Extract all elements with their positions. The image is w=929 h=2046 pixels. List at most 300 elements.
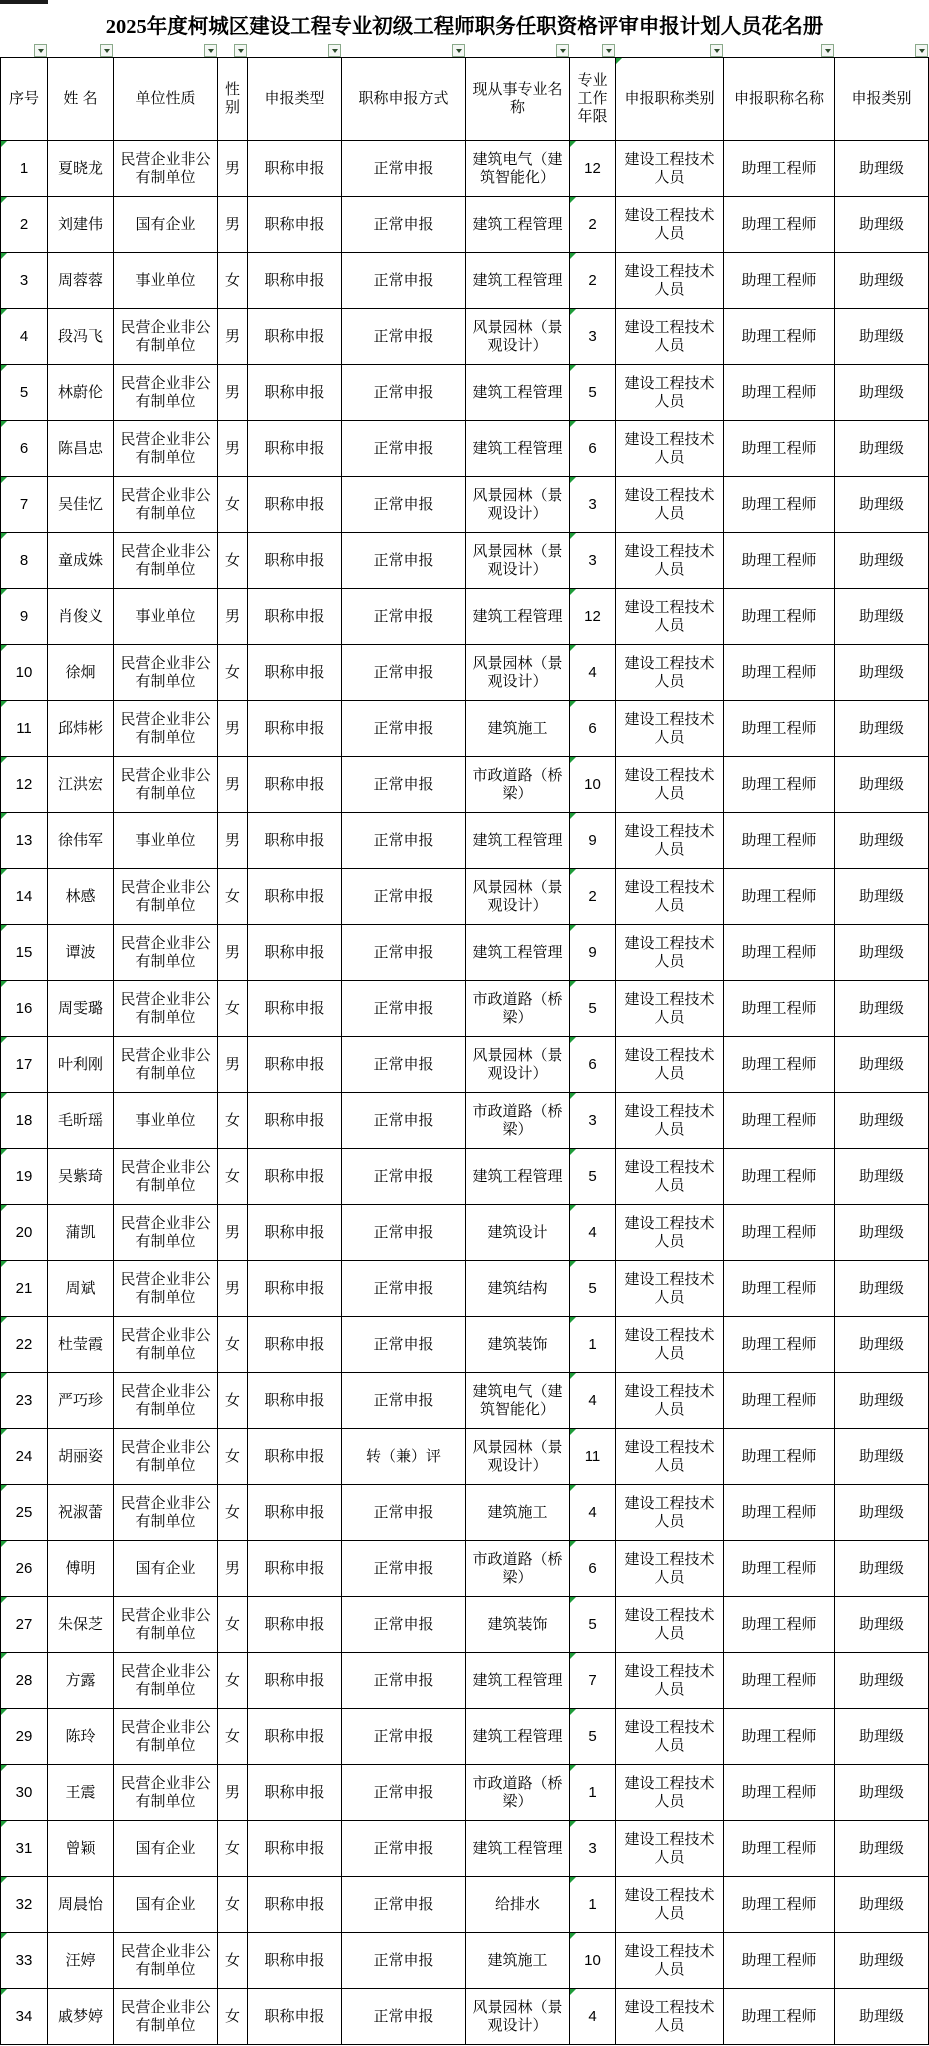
cell-work-years: 4 xyxy=(570,1373,616,1429)
cell-name: 叶利刚 xyxy=(48,1037,114,1093)
cell-title-name: 助理工程师 xyxy=(724,925,835,981)
header-application-type: 申报类型 xyxy=(248,57,342,141)
cell-unit-type: 国有企业 xyxy=(114,197,218,253)
cell-current-specialty: 市政道路（桥梁） xyxy=(466,757,570,813)
cell-application-type: 职称申报 xyxy=(248,421,342,477)
cell-serial-number: 13 xyxy=(0,813,48,869)
filter-button-serial-number[interactable] xyxy=(34,44,47,57)
cell-title-category: 建设工程技术人员 xyxy=(616,253,724,309)
filter-cell xyxy=(218,43,248,57)
sheet-title: 2025年度柯城区建设工程专业初级工程师职务任职资格评审申报计划人员花名册 xyxy=(105,16,824,38)
cell-work-years: 6 xyxy=(570,421,616,477)
cell-gender: 女 xyxy=(218,1877,248,1933)
cell-name: 朱保芝 xyxy=(48,1597,114,1653)
cell-title-name: 助理工程师 xyxy=(724,1037,835,1093)
cell-title-category: 建设工程技术人员 xyxy=(616,1429,724,1485)
cell-name: 林感 xyxy=(48,869,114,925)
cell-title-category: 建设工程技术人员 xyxy=(616,1765,724,1821)
cell-name: 严巧珍 xyxy=(48,1373,114,1429)
cell-title-name: 助理工程师 xyxy=(724,589,835,645)
cell-current-specialty: 给排水 xyxy=(466,1877,570,1933)
cell-application-type: 职称申报 xyxy=(248,1541,342,1597)
cell-title-category: 建设工程技术人员 xyxy=(616,1205,724,1261)
cell-gender: 女 xyxy=(218,1933,248,1989)
filter-button-work-years[interactable] xyxy=(602,44,615,57)
cell-work-years: 3 xyxy=(570,477,616,533)
cell-title-name: 助理工程师 xyxy=(724,701,835,757)
cell-application-level: 助理级 xyxy=(835,1317,929,1373)
cell-application-method: 正常申报 xyxy=(342,197,466,253)
cell-serial-number: 20 xyxy=(0,1205,48,1261)
cell-current-specialty: 市政道路（桥梁） xyxy=(466,1541,570,1597)
table-row xyxy=(0,701,929,757)
cell-gender: 女 xyxy=(218,1597,248,1653)
cell-name: 邱炜彬 xyxy=(48,701,114,757)
cell-serial-number: 5 xyxy=(0,365,48,421)
selection-marker xyxy=(0,0,48,4)
cell-gender: 女 xyxy=(218,533,248,589)
cell-gender: 男 xyxy=(218,589,248,645)
cell-serial-number: 1 xyxy=(0,141,48,197)
cell-unit-type: 民营企业非公有制单位 xyxy=(114,1149,218,1205)
filter-button-current-specialty[interactable] xyxy=(556,44,569,57)
cell-gender: 男 xyxy=(218,197,248,253)
cell-title-name: 助理工程师 xyxy=(724,813,835,869)
cell-name: 徐伟军 xyxy=(48,813,114,869)
filter-cell xyxy=(114,43,218,57)
cell-application-level: 助理级 xyxy=(835,1149,929,1205)
cell-name: 吴紫琦 xyxy=(48,1149,114,1205)
cell-title-name: 助理工程师 xyxy=(724,477,835,533)
cell-name: 傅明 xyxy=(48,1541,114,1597)
cell-application-type: 职称申报 xyxy=(248,1765,342,1821)
cell-current-specialty: 建筑工程管理 xyxy=(466,925,570,981)
cell-gender: 男 xyxy=(218,421,248,477)
cell-title-category: 建设工程技术人员 xyxy=(616,141,724,197)
dropdown-arrow-icon xyxy=(606,49,612,53)
cell-title-category: 建设工程技术人员 xyxy=(616,309,724,365)
cell-name: 周晨怡 xyxy=(48,1877,114,1933)
cell-title-category: 建设工程技术人员 xyxy=(616,1709,724,1765)
cell-application-type: 职称申报 xyxy=(248,309,342,365)
filter-cell xyxy=(48,43,114,57)
cell-application-level: 助理级 xyxy=(835,869,929,925)
header-work-years: 专业工作年限 xyxy=(570,57,616,141)
table-row xyxy=(0,1989,929,2045)
cell-title-category: 建设工程技术人员 xyxy=(616,1149,724,1205)
cell-application-level: 助理级 xyxy=(835,1877,929,1933)
cell-serial-number: 24 xyxy=(0,1429,48,1485)
cell-unit-type: 民营企业非公有制单位 xyxy=(114,1709,218,1765)
cell-application-method: 正常申报 xyxy=(342,1373,466,1429)
table-row xyxy=(0,925,929,981)
cell-title-category: 建设工程技术人员 xyxy=(616,533,724,589)
cell-current-specialty: 市政道路（桥梁） xyxy=(466,981,570,1037)
cell-name: 陈昌忠 xyxy=(48,421,114,477)
cell-unit-type: 事业单位 xyxy=(114,813,218,869)
table-row xyxy=(0,421,929,477)
cell-unit-type: 民营企业非公有制单位 xyxy=(114,1485,218,1541)
cell-application-method: 正常申报 xyxy=(342,1261,466,1317)
cell-name: 夏晓龙 xyxy=(48,141,114,197)
cell-application-level: 助理级 xyxy=(835,1037,929,1093)
cell-name: 江洪宏 xyxy=(48,757,114,813)
cell-application-method: 正常申报 xyxy=(342,813,466,869)
cell-application-method: 正常申报 xyxy=(342,253,466,309)
table-row xyxy=(0,869,929,925)
header-row xyxy=(0,57,929,141)
cell-current-specialty: 建筑工程管理 xyxy=(466,421,570,477)
cell-application-method: 正常申报 xyxy=(342,1037,466,1093)
cell-name: 周雯璐 xyxy=(48,981,114,1037)
cell-serial-number: 29 xyxy=(0,1709,48,1765)
cell-application-level: 助理级 xyxy=(835,813,929,869)
cell-serial-number: 25 xyxy=(0,1485,48,1541)
cell-title-category: 建设工程技术人员 xyxy=(616,477,724,533)
cell-name: 祝淑蕾 xyxy=(48,1485,114,1541)
filter-cell xyxy=(616,43,724,57)
cell-title-name: 助理工程师 xyxy=(724,1373,835,1429)
cell-work-years: 5 xyxy=(570,365,616,421)
cell-unit-type: 民营企业非公有制单位 xyxy=(114,925,218,981)
filter-cell xyxy=(0,43,48,57)
filter-cell xyxy=(724,43,835,57)
cell-work-years: 5 xyxy=(570,1709,616,1765)
cell-unit-type: 民营企业非公有制单位 xyxy=(114,1205,218,1261)
cell-title-name: 助理工程师 xyxy=(724,1541,835,1597)
cell-title-name: 助理工程师 xyxy=(724,421,835,477)
cell-title-category: 建设工程技术人员 xyxy=(616,1093,724,1149)
dropdown-arrow-icon xyxy=(714,49,720,53)
cell-application-level: 助理级 xyxy=(835,701,929,757)
cell-serial-number: 28 xyxy=(0,1653,48,1709)
cell-gender: 男 xyxy=(218,757,248,813)
cell-unit-type: 民营企业非公有制单位 xyxy=(114,1037,218,1093)
cell-application-method: 正常申报 xyxy=(342,141,466,197)
cell-application-type: 职称申报 xyxy=(248,477,342,533)
filter-button-unit-type[interactable] xyxy=(204,44,217,57)
filter-button-application-level[interactable] xyxy=(915,44,928,57)
cell-application-type: 职称申报 xyxy=(248,1485,342,1541)
cell-application-level: 助理级 xyxy=(835,421,929,477)
cell-application-method: 正常申报 xyxy=(342,869,466,925)
cell-work-years: 9 xyxy=(570,925,616,981)
cell-application-type: 职称申报 xyxy=(248,813,342,869)
cell-application-method: 正常申报 xyxy=(342,1597,466,1653)
cell-application-method: 正常申报 xyxy=(342,1933,466,1989)
cell-serial-number: 22 xyxy=(0,1317,48,1373)
cell-name: 林蔚伦 xyxy=(48,365,114,421)
cell-serial-number: 21 xyxy=(0,1261,48,1317)
table-row xyxy=(0,1709,929,1765)
cell-name: 蒲凯 xyxy=(48,1205,114,1261)
cell-current-specialty: 建筑电气（建筑智能化） xyxy=(466,141,570,197)
cell-current-specialty: 建筑施工 xyxy=(466,1485,570,1541)
cell-application-level: 助理级 xyxy=(835,1429,929,1485)
cell-current-specialty: 建筑设计 xyxy=(466,1205,570,1261)
cell-unit-type: 民营企业非公有制单位 xyxy=(114,1317,218,1373)
cell-application-method: 正常申报 xyxy=(342,421,466,477)
cell-serial-number: 2 xyxy=(0,197,48,253)
cell-application-level: 助理级 xyxy=(835,1653,929,1709)
cell-name: 徐炯 xyxy=(48,645,114,701)
cell-unit-type: 事业单位 xyxy=(114,1093,218,1149)
cell-application-method: 转（兼）评 xyxy=(342,1429,466,1485)
table-row xyxy=(0,1261,929,1317)
cell-name: 刘建伟 xyxy=(48,197,114,253)
cell-title-name: 助理工程师 xyxy=(724,981,835,1037)
cell-name: 肖俊义 xyxy=(48,589,114,645)
cell-work-years: 12 xyxy=(570,589,616,645)
cell-application-method: 正常申报 xyxy=(342,589,466,645)
cell-current-specialty: 建筑装饰 xyxy=(466,1597,570,1653)
cell-application-type: 职称申报 xyxy=(248,1933,342,1989)
table-row xyxy=(0,981,929,1037)
cell-work-years: 5 xyxy=(570,1261,616,1317)
dropdown-arrow-icon xyxy=(825,49,831,53)
cell-title-category: 建设工程技术人员 xyxy=(616,1485,724,1541)
cell-gender: 男 xyxy=(218,1205,248,1261)
cell-work-years: 1 xyxy=(570,1877,616,1933)
cell-unit-type: 民营企业非公有制单位 xyxy=(114,645,218,701)
cell-gender: 男 xyxy=(218,309,248,365)
cell-application-method: 正常申报 xyxy=(342,925,466,981)
cell-work-years: 6 xyxy=(570,1037,616,1093)
cell-work-years: 5 xyxy=(570,981,616,1037)
dropdown-arrow-icon xyxy=(38,49,44,53)
cell-title-name: 助理工程师 xyxy=(724,1709,835,1765)
header-current-specialty: 现从事专业名称 xyxy=(466,57,570,141)
cell-title-name: 助理工程师 xyxy=(724,1261,835,1317)
cell-application-method: 正常申报 xyxy=(342,1317,466,1373)
table-row xyxy=(0,1765,929,1821)
cell-current-specialty: 建筑工程管理 xyxy=(466,365,570,421)
cell-application-type: 职称申报 xyxy=(248,1653,342,1709)
table-row xyxy=(0,309,929,365)
cell-application-method: 正常申报 xyxy=(342,1541,466,1597)
filter-button-application-method[interactable] xyxy=(452,44,465,57)
cell-unit-type: 民营企业非公有制单位 xyxy=(114,701,218,757)
dropdown-arrow-icon xyxy=(238,49,244,53)
table-row xyxy=(0,197,929,253)
cell-work-years: 2 xyxy=(570,197,616,253)
cell-application-type: 职称申报 xyxy=(248,1317,342,1373)
cell-gender: 女 xyxy=(218,1149,248,1205)
cell-application-type: 职称申报 xyxy=(248,1877,342,1933)
cell-unit-type: 民营企业非公有制单位 xyxy=(114,1989,218,2045)
filter-button-gender[interactable] xyxy=(234,44,247,57)
cell-application-level: 助理级 xyxy=(835,645,929,701)
cell-application-type: 职称申报 xyxy=(248,981,342,1037)
cell-work-years: 7 xyxy=(570,1653,616,1709)
table-row xyxy=(0,477,929,533)
cell-gender: 女 xyxy=(218,981,248,1037)
cell-unit-type: 民营企业非公有制单位 xyxy=(114,1373,218,1429)
cell-gender: 男 xyxy=(218,925,248,981)
cell-application-type: 职称申报 xyxy=(248,1429,342,1485)
cell-title-name: 助理工程师 xyxy=(724,1989,835,2045)
cell-current-specialty: 建筑工程管理 xyxy=(466,253,570,309)
cell-title-name: 助理工程师 xyxy=(724,645,835,701)
cell-current-specialty: 风景园林（景观设计） xyxy=(466,645,570,701)
cell-work-years: 5 xyxy=(570,1149,616,1205)
cell-unit-type: 民营企业非公有制单位 xyxy=(114,477,218,533)
cell-current-specialty: 建筑工程管理 xyxy=(466,1821,570,1877)
cell-application-method: 正常申报 xyxy=(342,1149,466,1205)
cell-title-category: 建设工程技术人员 xyxy=(616,1037,724,1093)
cell-work-years: 3 xyxy=(570,309,616,365)
cell-serial-number: 4 xyxy=(0,309,48,365)
filter-button-title-name[interactable] xyxy=(821,44,834,57)
cell-application-method: 正常申报 xyxy=(342,309,466,365)
cell-work-years: 6 xyxy=(570,701,616,757)
cell-unit-type: 事业单位 xyxy=(114,253,218,309)
cell-title-category: 建设工程技术人员 xyxy=(616,1877,724,1933)
cell-serial-number: 15 xyxy=(0,925,48,981)
cell-name: 周蓉蓉 xyxy=(48,253,114,309)
filter-button-title-category[interactable] xyxy=(710,44,723,57)
cell-work-years: 3 xyxy=(570,533,616,589)
cell-application-method: 正常申报 xyxy=(342,1485,466,1541)
cell-application-level: 助理级 xyxy=(835,925,929,981)
table-row xyxy=(0,1037,929,1093)
cell-current-specialty: 市政道路（桥梁） xyxy=(466,1093,570,1149)
cell-unit-type: 国有企业 xyxy=(114,1541,218,1597)
cell-application-method: 正常申报 xyxy=(342,757,466,813)
table-row xyxy=(0,533,929,589)
filter-row xyxy=(0,43,929,57)
cell-application-type: 职称申报 xyxy=(248,533,342,589)
cell-gender: 女 xyxy=(218,1093,248,1149)
cell-gender: 男 xyxy=(218,813,248,869)
cell-application-level: 助理级 xyxy=(835,1541,929,1597)
cell-serial-number: 30 xyxy=(0,1765,48,1821)
cell-serial-number: 12 xyxy=(0,757,48,813)
table-row xyxy=(0,1373,929,1429)
cell-gender: 女 xyxy=(218,1373,248,1429)
cell-current-specialty: 风景园林（景观设计） xyxy=(466,1037,570,1093)
cell-title-category: 建设工程技术人员 xyxy=(616,197,724,253)
cell-serial-number: 18 xyxy=(0,1093,48,1149)
cell-unit-type: 民营企业非公有制单位 xyxy=(114,1653,218,1709)
cell-unit-type: 民营企业非公有制单位 xyxy=(114,1261,218,1317)
cell-title-category: 建设工程技术人员 xyxy=(616,1317,724,1373)
cell-unit-type: 民营企业非公有制单位 xyxy=(114,981,218,1037)
cell-serial-number: 9 xyxy=(0,589,48,645)
cell-title-category: 建设工程技术人员 xyxy=(616,701,724,757)
cell-title-name: 助理工程师 xyxy=(724,197,835,253)
cell-title-category: 建设工程技术人员 xyxy=(616,925,724,981)
cell-work-years: 11 xyxy=(570,1429,616,1485)
dropdown-arrow-icon xyxy=(332,49,338,53)
cell-application-level: 助理级 xyxy=(835,757,929,813)
cell-unit-type: 民营企业非公有制单位 xyxy=(114,1765,218,1821)
cell-gender: 女 xyxy=(218,1653,248,1709)
filter-cell xyxy=(835,43,929,57)
cell-serial-number: 34 xyxy=(0,1989,48,2045)
cell-serial-number: 6 xyxy=(0,421,48,477)
cell-application-type: 职称申报 xyxy=(248,645,342,701)
cell-unit-type: 民营企业非公有制单位 xyxy=(114,309,218,365)
cell-name: 陈玲 xyxy=(48,1709,114,1765)
cell-current-specialty: 建筑工程管理 xyxy=(466,1653,570,1709)
cell-application-type: 职称申报 xyxy=(248,365,342,421)
cell-unit-type: 国有企业 xyxy=(114,1877,218,1933)
table-row xyxy=(0,1485,929,1541)
table-row xyxy=(0,1205,929,1261)
header-title-name: 申报职称名称 xyxy=(724,57,835,141)
cell-serial-number: 27 xyxy=(0,1597,48,1653)
filter-button-application-type[interactable] xyxy=(328,44,341,57)
header-application-level: 申报类别 xyxy=(835,57,929,141)
cell-gender: 男 xyxy=(218,141,248,197)
cell-current-specialty: 风景园林（景观设计） xyxy=(466,1989,570,2045)
cell-application-level: 助理级 xyxy=(835,197,929,253)
cell-title-category: 建设工程技术人员 xyxy=(616,813,724,869)
cell-unit-type: 民营企业非公有制单位 xyxy=(114,1429,218,1485)
cell-application-type: 职称申报 xyxy=(248,1989,342,2045)
cell-application-method: 正常申报 xyxy=(342,1821,466,1877)
cell-work-years: 9 xyxy=(570,813,616,869)
cell-title-name: 助理工程师 xyxy=(724,1093,835,1149)
cell-application-method: 正常申报 xyxy=(342,1653,466,1709)
cell-work-years: 4 xyxy=(570,1989,616,2045)
cell-title-category: 建设工程技术人员 xyxy=(616,421,724,477)
cell-name: 段冯飞 xyxy=(48,309,114,365)
cell-application-type: 职称申报 xyxy=(248,1597,342,1653)
cell-application-level: 助理级 xyxy=(835,1373,929,1429)
cell-current-specialty: 建筑电气（建筑智能化） xyxy=(466,1373,570,1429)
cell-current-specialty: 建筑工程管理 xyxy=(466,1149,570,1205)
cell-unit-type: 民营企业非公有制单位 xyxy=(114,1597,218,1653)
cell-title-category: 建设工程技术人员 xyxy=(616,1261,724,1317)
table-row xyxy=(0,1317,929,1373)
cell-title-name: 助理工程师 xyxy=(724,1933,835,1989)
cell-application-type: 职称申报 xyxy=(248,197,342,253)
cell-current-specialty: 建筑工程管理 xyxy=(466,589,570,645)
filter-button-name[interactable] xyxy=(100,44,113,57)
cell-current-specialty: 风景园林（景观设计） xyxy=(466,1429,570,1485)
cell-application-level: 助理级 xyxy=(835,309,929,365)
table-row xyxy=(0,1149,929,1205)
dropdown-arrow-icon xyxy=(919,49,925,53)
cell-application-method: 正常申报 xyxy=(342,1093,466,1149)
cell-serial-number: 16 xyxy=(0,981,48,1037)
cell-gender: 男 xyxy=(218,365,248,421)
cell-application-method: 正常申报 xyxy=(342,1205,466,1261)
cell-work-years: 1 xyxy=(570,1765,616,1821)
cell-application-type: 职称申报 xyxy=(248,701,342,757)
cell-application-type: 职称申报 xyxy=(248,1205,342,1261)
cell-serial-number: 32 xyxy=(0,1877,48,1933)
cell-application-level: 助理级 xyxy=(835,141,929,197)
cell-title-name: 助理工程师 xyxy=(724,1429,835,1485)
cell-name: 毛昕瑶 xyxy=(48,1093,114,1149)
cell-gender: 女 xyxy=(218,253,248,309)
cell-unit-type: 民营企业非公有制单位 xyxy=(114,421,218,477)
cell-title-category: 建设工程技术人员 xyxy=(616,1653,724,1709)
cell-current-specialty: 风景园林（景观设计） xyxy=(466,309,570,365)
cell-work-years: 2 xyxy=(570,869,616,925)
cell-gender: 男 xyxy=(218,1037,248,1093)
table-row xyxy=(0,1541,929,1597)
cell-work-years: 3 xyxy=(570,1093,616,1149)
table-row xyxy=(0,757,929,813)
cell-application-type: 职称申报 xyxy=(248,1261,342,1317)
cell-work-years: 6 xyxy=(570,1541,616,1597)
header-application-method: 职称申报方式 xyxy=(342,57,466,141)
cell-gender: 女 xyxy=(218,1709,248,1765)
